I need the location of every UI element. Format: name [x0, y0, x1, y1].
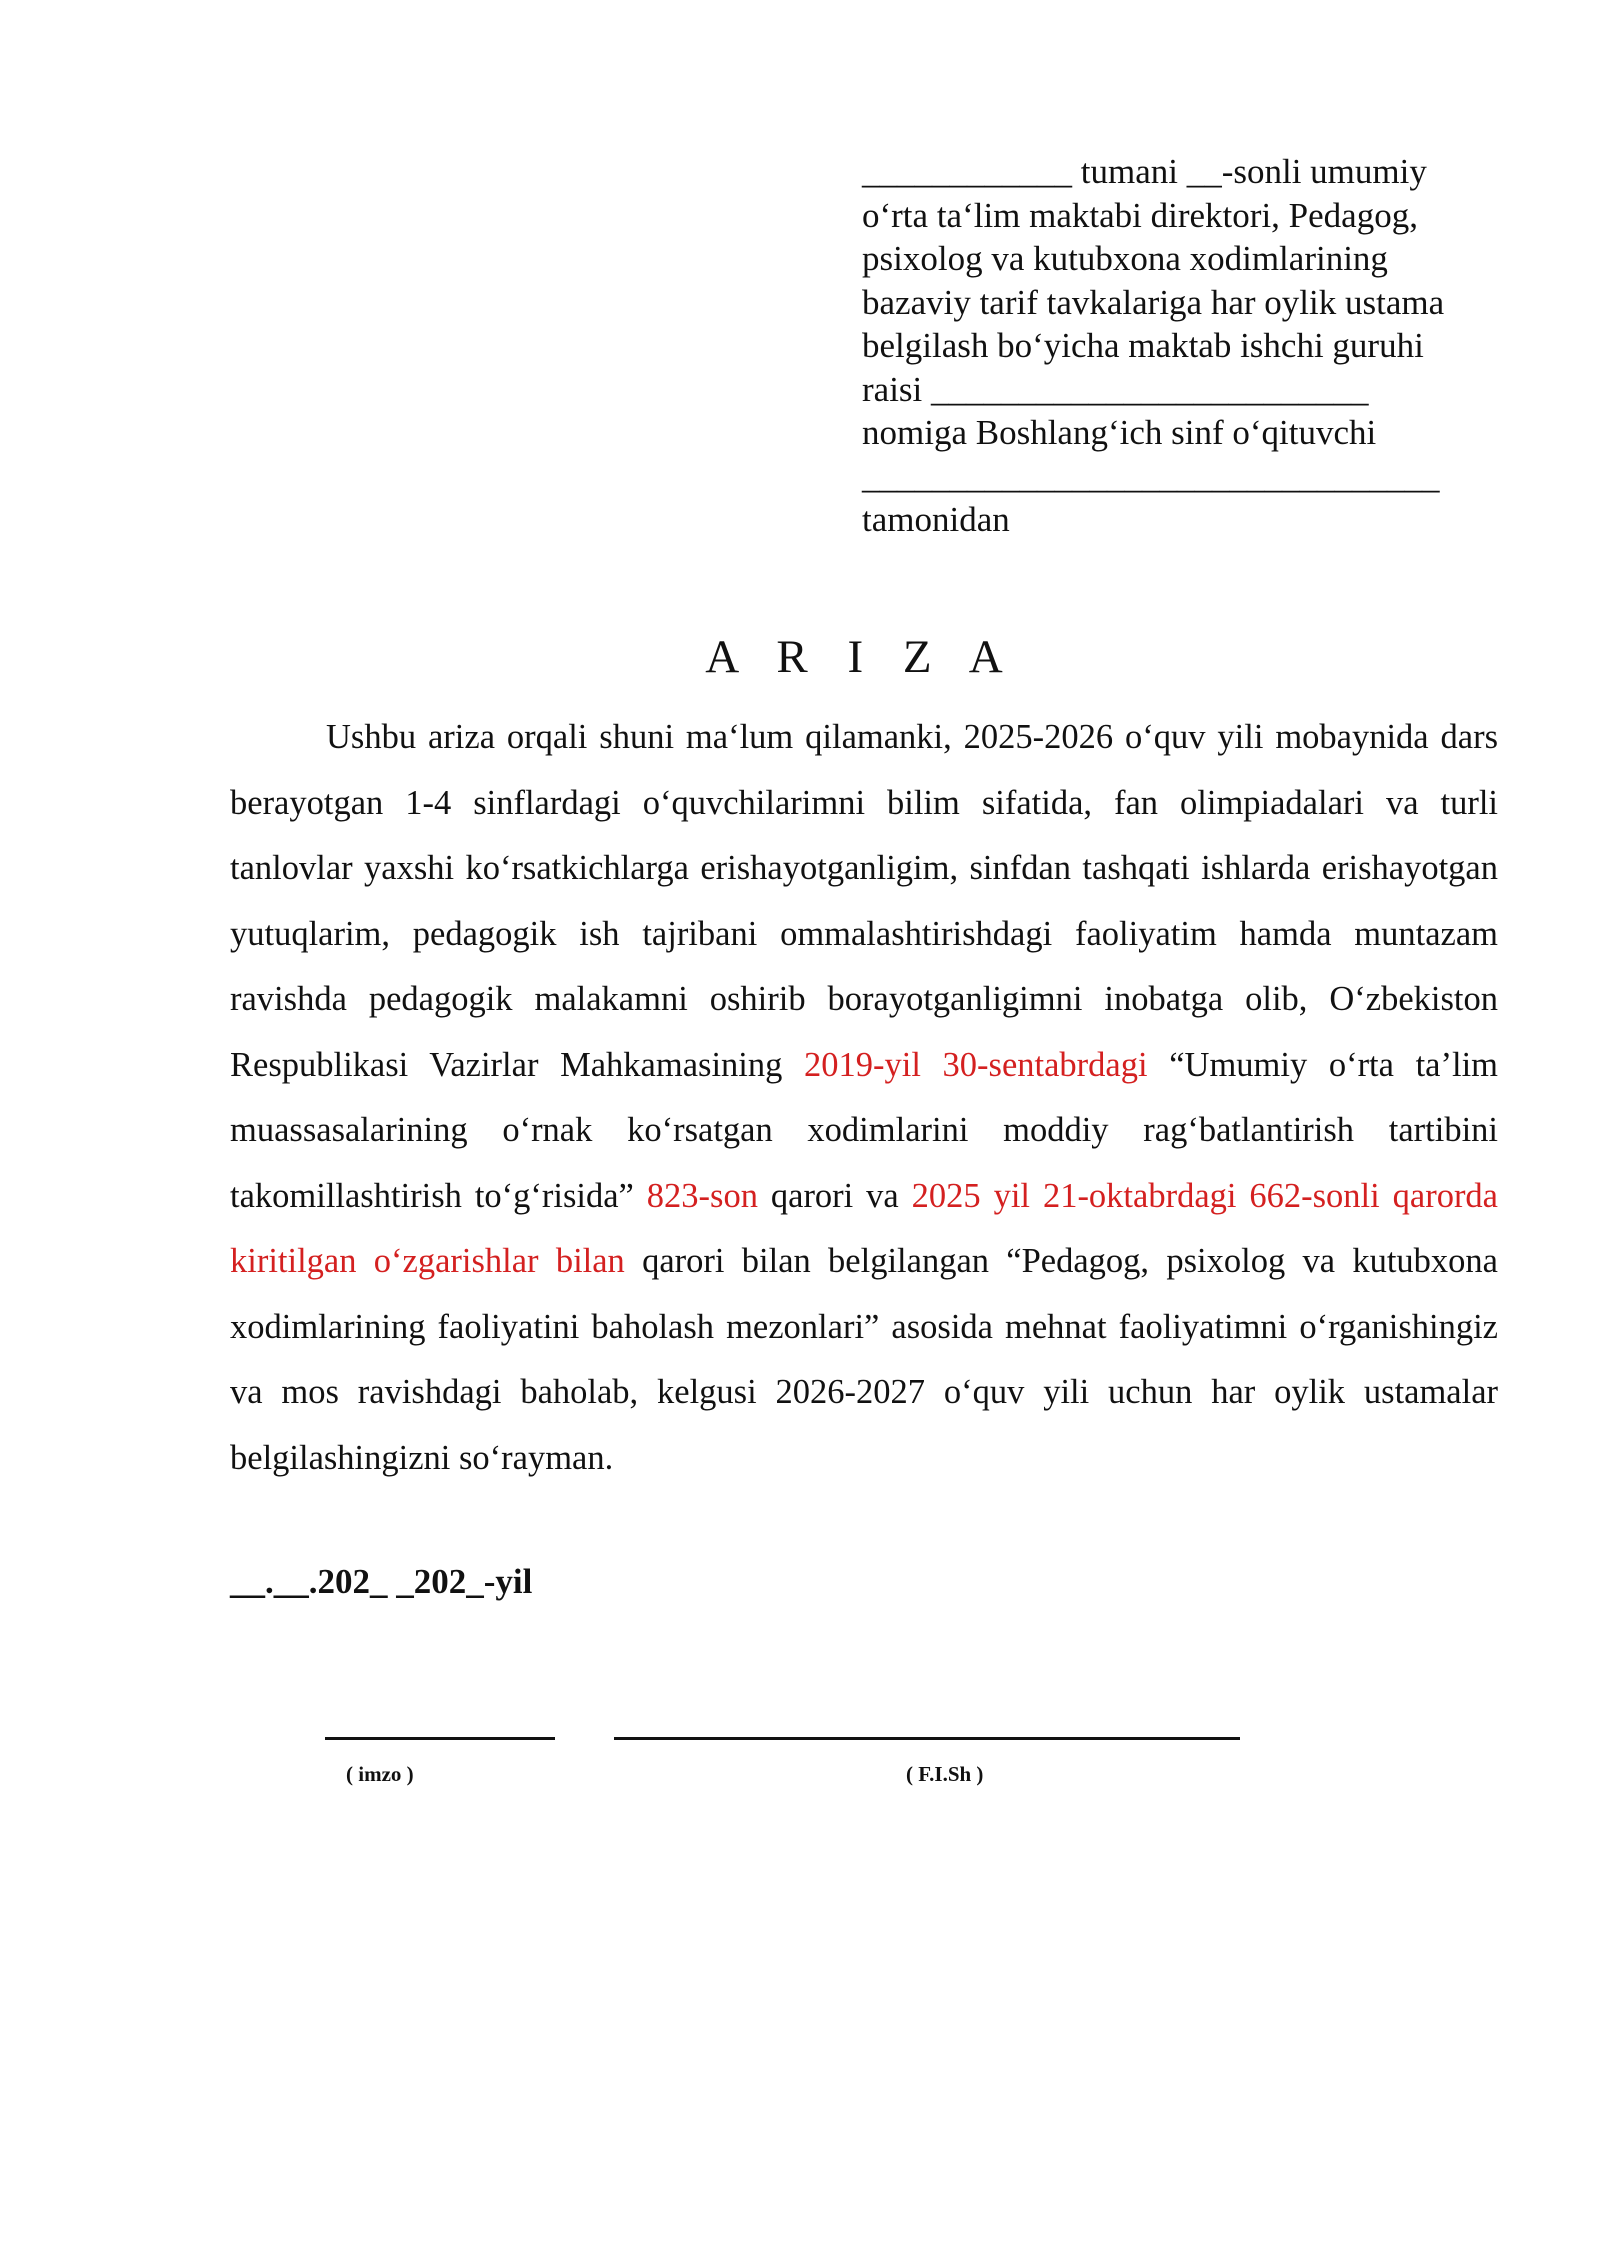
addressee-line: tamonidan	[862, 500, 1010, 539]
body-text-segment: Ushbu ariza orqali shuni ma‘lum qilamanki, 2025-2026 o‘quv yili mobaynida dars berayotgan 1-4 sinflardagi o‘quvchilarimni bilim sifatida, fan olimpiadalari va turli tanlovlar yaxshi ko‘rsatkichlarga erishayotganligim, sinfdan tashqati ishlarda erishayotgan yutuqlarim, pedagogik ish tajribani ommalashtirishdagi faoliyatim hamda muntazam ravishda pedagogik malakamni oshirib borayotganligimni inobatga olib, O‘zbekiston Respublikasi Vazirlar Mahkamasining	[230, 718, 1498, 1084]
addressee-line: _________________________________	[862, 456, 1440, 496]
body-text-segment: “Umumiy o‘rta ta’lim muassasalarining o‘rnak ko‘rsatgan xodimlarini moddiy rag‘batlantirish tartibini takomillashtirish to‘g‘risida”	[230, 1045, 1498, 1215]
date-field: __.__.202_ _202_-yil	[230, 1562, 533, 1601]
addressee-line: bazaviy tarif tavkalariga har oylik ustama	[862, 282, 1445, 322]
addressee-line: nomiga Boshlang‘ich sinf o‘qituvchi	[862, 413, 1377, 452]
addressee-line: belgilash bo‘yicha maktab ishchi guruhi	[862, 326, 1424, 365]
decree-number-highlight: 823-son	[646, 1176, 758, 1215]
addressee-line: raisi _________________________	[862, 369, 1369, 409]
full-name-label: ( F.I.Sh )	[906, 1762, 984, 1786]
amendment-highlight: 2025 yil 21-oktabrdagi 662-sonli qarorda kiritilgan o‘zgarishlar bilan	[230, 1176, 1498, 1280]
addressee-line: o‘rta ta‘lim maktabi direktori, Pedagog,	[862, 195, 1418, 235]
decree-date-highlight: 2019-yil 30-sentabrdagi	[804, 1045, 1148, 1084]
application-body	[230, 705, 1498, 1491]
addressee-block	[862, 150, 1522, 542]
body-text-segment: qarori bilan belgilangan “Pedagog, psixolog va kutubxona xodimlarining faoliyatini baholash mezonlari” asosida mehnat faoliyatimni o‘rganishingiz va mos ravishdagi baholab, kelgusi 2026-2027 o‘quv yili uchun har oylik ustamalar belgilashingizni so‘rayman.	[230, 1242, 1498, 1477]
full-name-line	[614, 1737, 1240, 1740]
signature-label: ( imzo )	[346, 1762, 414, 1786]
addressee-line: ____________ tumani __-sonli umumiy	[862, 152, 1427, 191]
body-text-segment: qarori va	[757, 1176, 912, 1215]
signature-line	[325, 1737, 555, 1740]
document-title: A R I Z A	[705, 631, 1017, 683]
addressee-line: psixolog va kutubxona xodimlarining	[862, 239, 1388, 278]
